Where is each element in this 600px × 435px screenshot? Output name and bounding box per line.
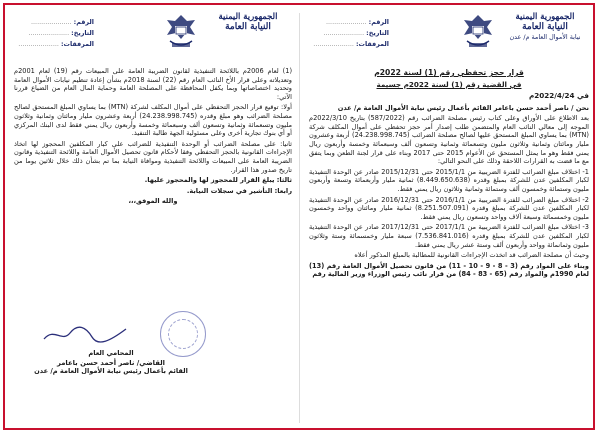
- page-two: [10, 11, 296, 427]
- decision-title: قرار حجز تحفظي رقم (1) لسنة 2022م: [374, 68, 524, 77]
- letterhead-brand: [202, 11, 294, 33]
- attachments-row: المرفقات: ....................: [18, 40, 94, 48]
- signature-icon: [40, 323, 130, 345]
- letterhead: [305, 11, 593, 67]
- eagle-emblem-icon: [164, 13, 198, 51]
- letter-meta: [309, 17, 389, 50]
- republic-name: الجمهورية اليمنية: [218, 11, 278, 21]
- republic-name: الجمهورية اليمنية: [515, 11, 575, 21]
- tax-period-item: 1- اختلاف مبلغ الضرائب للفترة الضريبية من 2015/1/1 حتى 2015/12/31 صادر عن الوحدة التنفيذية لكبار المكلفين عدن للشركة بمبلغ وقدره (8.449.650.638) ثمانية مليار وأربعمائة وتسعة وأربعون مليون وستمائة وخمسون ألف وستمائة وثمانية وثلاثون ريال يمني فقط.: [309, 167, 589, 193]
- signature-block: [16, 349, 206, 376]
- letter-meta: [14, 17, 94, 50]
- closing-line: والله الموفق،،،: [128, 197, 178, 206]
- issuer-intro: نحن / ناصر أحمد حسن باعامر القائم بأعمال رئيس نيابة الأموال العامة م/ عدن: [337, 103, 589, 112]
- background-paragraph: بعد الاطلاع على الأوراق وعلى كتاب رئيس مصلحة الضرائب رقم (587/2022) بتاريخ 2022/3/10م الموجه إلى معالي النائب العام والمتضمن طلب إصدار أمر حجز تحفظي على أموال المكلف شركة (MTN) بما يساوي المبلغ المستحق عليها لصالح مصلحة الضرائب (24.238.998.745) أربعة وعشرون مليار ومائتان وثمانية وثلاثون مليون وتسعمائة وثمانية وتسعون ألف وسبعمائة وخمسة وأربعون ريال يمني فقط وهو ما يمثل المستحق عن الأعوام 2015 حتى 2017 وبناء على قرار لجنة الطعن وبما يتفق مع ما قضت به القرارات اللاحقة وذلك على النحو التالي:: [309, 114, 590, 166]
- case-number: في القضية رقم (1) لسنة 2022م جسيمة: [376, 80, 522, 89]
- document-frame: [3, 3, 595, 430]
- letterhead-brand: [499, 11, 591, 42]
- office-name: النيابة العامة: [225, 22, 271, 32]
- attachments-row: المرفقات: ....................: [313, 40, 389, 48]
- decision-item-second: ثانيا: على مصلحة الضرائب أو الوحدة التنفيذية للضرائب على كبار المكلفين المحجوز لها اتخاذ الإجراءات القانونية بالحجز التحفظي وفقا لأحكام قانون تحصيل الأموال العامة واللائحة التنفيذية وقانون الضريبة العامة على المبيعات واللائحة التنفيذية وموافاة النيابة بما تم بشأن ذلك خلال ثلاثين يوما من تاريخ صدور هذا القرار.: [14, 139, 292, 174]
- ref-row: الرقم: ....................: [325, 18, 389, 26]
- date-row: التاريخ: ....................: [323, 29, 389, 37]
- page-one-body: [305, 68, 593, 279]
- decision-item-third: ثالثا: يبلغ القرار للمحجوز لها والمحجوز عليها.: [144, 176, 292, 185]
- procedures-paragraph: وحيث أن مصلحة الضرائب قد اتخذت الإجراءات القانونية للمطالبة بالمبلغ المذكور أعلاه: [354, 251, 589, 260]
- signer-role: القائم بأعمال رئيس نيابة الأموال العامة م/ عدن: [34, 367, 188, 376]
- decision-item-first: أولا: توقيع قرار الحجز التحفظي على أموال المكلف لشركة (MTN) بما يساوي المبلغ المستحق لصالح مصلحة الضرائب وهو مبلغ وقدره (24.238.998.745) أربعة وعشرون مليار ومائتان وثمانية وثلاثون مليون وتسعمائة وثمانية وتسعون ألف وسبعمائة وخمسة وأربعون ريال يمني فقط لدى البنك المركزي أو أي بنوك تجارية أخرى وعلى مسئولية الجهة طالبة التنفيذ.: [14, 103, 293, 138]
- signer-side-label: المحامي العام: [88, 349, 134, 357]
- decision-item-fourth: رابعا: التأشير في سجلات النيابة.: [186, 186, 292, 195]
- letterhead: [10, 11, 296, 67]
- legal-basis-paragraph: (1) لعام 2006م باللائحة التنفيذية لقانون الضريبة العامة على المبيعات رقم (19) لعام 2001م وتعديلاته وعلى قرار الأخ النائب العام رقم (22) لسنة 2018م بشأن إعادة تنظيم نيابات الأموال العامة وتحديد اختصاصاتها وبما يكفل المحافظة على المصلحة العامة وحماية المال العام من الضياع قررنا الآتي:: [14, 67, 293, 101]
- decision-date: في 2022/4/24م: [528, 91, 589, 100]
- legal-articles-paragraph: وبناء على المواد رقم (3 - 8 - 9 - 10 - 11) من قانون تحصيل الأموال العامة رقم (13) لعام 1990م والمواد رقم (65 - 83 - 84) من قرار نائب رئيس الوزراء وزير المالية رقم: [309, 261, 590, 279]
- eagle-emblem-icon: [461, 13, 495, 51]
- tax-period-item: 2- اختلاف مبلغ الضرائب للفترة الضريبية من 2016/1/1 حتى 2016/12/31 صادر عن الوحدة التنفيذية لكبار المكلفين عدن للشركة بمبلغ وقدره (8.251.507.091) ثمانية مليار ومائتان وواحد وخمسون مليون وخمسمائة وسبعة آلاف وواحد وتسعون ريال يمني فقط.: [309, 195, 589, 221]
- date-row: التاريخ: ....................: [28, 29, 94, 37]
- unit-name: نيابة الأموال العامة م/ عدن: [509, 33, 581, 41]
- page-two-body: [10, 67, 296, 206]
- ref-row: الرقم: ....................: [30, 18, 94, 26]
- office-name: النيابة العامة: [522, 22, 568, 32]
- tax-period-item: 3- اختلاف مبلغ الضرائب للفترة الضريبية من 2017/1/1 حتى 2017/12/31 صادر عن الوحدة التنفيذية لكبار المكلفين عدن للشركة بمبلغ وقدره (7.536.841.016) سبعة مليار وخمسمائة وستة وثلاثون مليون وثمانمائة وواحد وأربعون ألف وستة عشر ريال يمني فقط.: [309, 223, 589, 249]
- page-divider: [299, 13, 300, 423]
- page-one: [305, 11, 593, 427]
- signer-name: القاضي/ ناصر أحمد حسن باعامر: [57, 358, 165, 367]
